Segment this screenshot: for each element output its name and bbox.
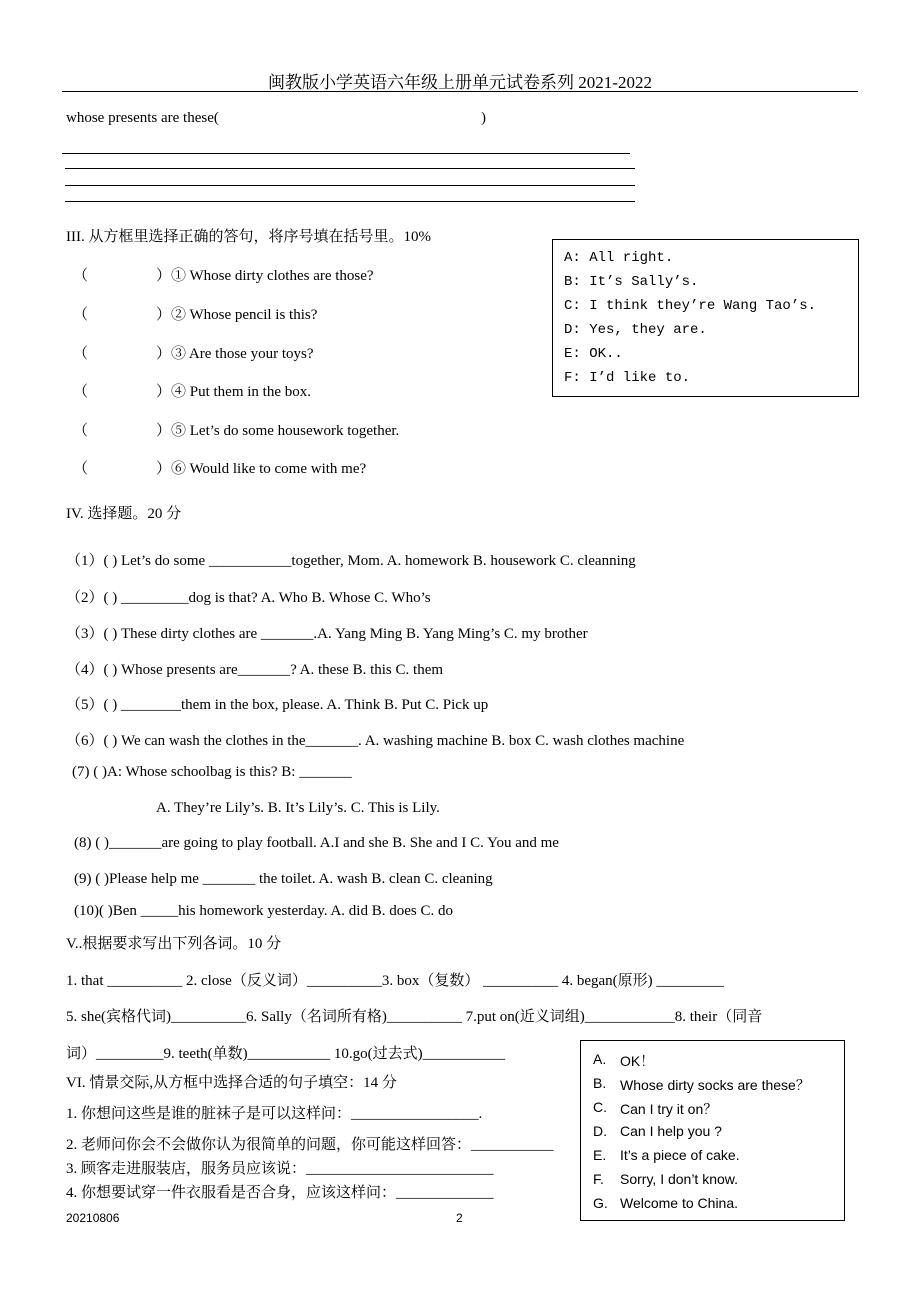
word-task-line-2: 5. she(宾格代词)__________6. Sally（名词所有格)__________ 7.put on(近义词组)____________8. their（同音: [66, 1009, 763, 1025]
option-label-d: D.: [593, 1123, 607, 1139]
option-text-c: Can I try it on？: [620, 1101, 718, 1117]
answer-line[interactable]: [65, 185, 635, 186]
options-box-vi: [580, 1040, 845, 1221]
word-task-line-1: 1. that __________ 2. close（反义词）__________3. box（复数） __________ 4. began(原形) _________: [66, 973, 724, 989]
option-label-g: G.: [593, 1195, 608, 1211]
option-text-a: OK！: [620, 1053, 655, 1069]
mc-question-7-options: A. They’re Lily’s. B. It’s Lily’s. C. This is Lily.: [156, 800, 440, 816]
question-4: ）④ Put them in the box.: [156, 384, 311, 400]
page-number: 2: [456, 1211, 463, 1225]
mc-question-6: （6）( ) We can wash the clothes in the_______. A. washing machine B. box C. wash clothes machine: [66, 733, 685, 749]
page-title: 闽教版小学英语六年级上册单元试卷系列 2021-2022: [268, 73, 652, 92]
answer-bracket-4[interactable]: （: [73, 384, 89, 400]
dialog-question-4: 4. 你想要试穿一件衣服看是否合身，应该这样问：_____________: [66, 1185, 494, 1201]
answer-bracket-6[interactable]: （: [73, 461, 89, 477]
section-v-title: V..根据要求写出下列各词。10 分: [66, 936, 282, 952]
option-f: F: I’d like to.: [564, 370, 691, 386]
option-label-e: E.: [593, 1147, 607, 1163]
answer-bracket-1[interactable]: （: [73, 268, 89, 284]
section-iii-title: III. 从方框里选择正确的答句，将序号填在括号里。10%: [66, 229, 431, 245]
mc-question-7: (7) ( )A: Whose schoolbag is this? B: _______: [72, 764, 352, 780]
answer-line[interactable]: [65, 168, 635, 169]
question-2: ）② Whose pencil is this?: [156, 307, 318, 323]
option-label-f: F.: [593, 1171, 604, 1187]
question-5: ）⑤ Let’s do some housework together.: [156, 423, 400, 439]
mc-question-1: （1）( ) Let’s do some ___________together, Mom. A. homework B. housework C. cleanning: [66, 553, 636, 569]
option-e: E: OK..: [564, 346, 623, 362]
option-d: D: Yes, they are.: [564, 322, 707, 338]
answer-line[interactable]: [62, 153, 630, 154]
header-rule: [62, 91, 858, 92]
option-text-f: Sorry, I don’t know.: [620, 1171, 739, 1187]
section-iv-title: IV. 选择题。20 分: [66, 506, 182, 522]
answer-line[interactable]: [65, 201, 635, 202]
mc-question-10: (10)( )Ben _____his homework yesterday. A. did B. does C. do: [74, 903, 453, 919]
mc-question-9: (9) ( )Please help me _______ the toilet. A. wash B. clean C. cleaning: [74, 871, 493, 887]
answer-bracket-5[interactable]: （: [73, 423, 89, 439]
section-vi-title: VI. 情景交际,从方框中选择合适的句子填空：14 分: [66, 1075, 397, 1091]
option-label-a: A.: [593, 1051, 607, 1067]
dialog-question-3: 3. 顾客走进服装店，服务员应该说：_________________________: [66, 1161, 494, 1177]
dialog-question-1: 1. 你想问这些是谁的脏袜子是可以这样问：_________________.: [66, 1106, 483, 1122]
option-text-d: Can I help you ?: [620, 1123, 722, 1139]
mc-question-8: (8) ( )_______are going to play football. A.I and she B. She and I C. You and me: [74, 835, 559, 851]
close-paren: ): [481, 110, 486, 126]
option-text-e: It’s a piece of cake.: [620, 1147, 740, 1163]
mc-question-2: （2）( ) _________dog is that? A. Who B. Whose C. Who’s: [66, 590, 431, 606]
answer-bracket-3[interactable]: （: [73, 346, 89, 362]
question-6: ）⑥ Would like to come with me?: [156, 461, 367, 477]
options-box-iii: [552, 239, 859, 397]
option-b: B: It’s Sally’s.: [564, 274, 699, 290]
option-label-c: C.: [593, 1099, 607, 1115]
dialog-question-2: 2. 老师问你会不会做你认为很简单的问题，你可能这样回答：___________: [66, 1137, 554, 1153]
option-text-g: Welcome to China.: [620, 1195, 739, 1211]
footer-code: 20210806: [66, 1211, 120, 1225]
question-1: ）① Whose dirty clothes are those?: [156, 268, 374, 284]
option-c: C: I think they’re Wang Tao’s.: [564, 298, 817, 314]
option-text-b: Whose dirty socks are these？: [620, 1077, 810, 1093]
option-a: A: All right.: [564, 250, 674, 266]
mc-question-5: （5）( ) ________them in the box, please. A. Think B. Put C. Pick up: [66, 697, 489, 713]
mc-question-4: （4）( ) Whose presents are_______? A. these B. this C. them: [66, 662, 444, 678]
answer-bracket-2[interactable]: （: [73, 307, 89, 323]
word-task-line-3: 词）_________9. teeth(单数)___________ 10.go(过去式)___________: [66, 1046, 506, 1062]
option-label-b: B.: [593, 1075, 607, 1091]
mc-question-3: （3）( ) These dirty clothes are _______.A. Yang Ming B. Yang Ming’s C. my brother: [66, 626, 588, 642]
question-3: ）③ Are those your toys?: [156, 346, 314, 362]
question-whose-presents: whose presents are these(: [66, 110, 219, 126]
